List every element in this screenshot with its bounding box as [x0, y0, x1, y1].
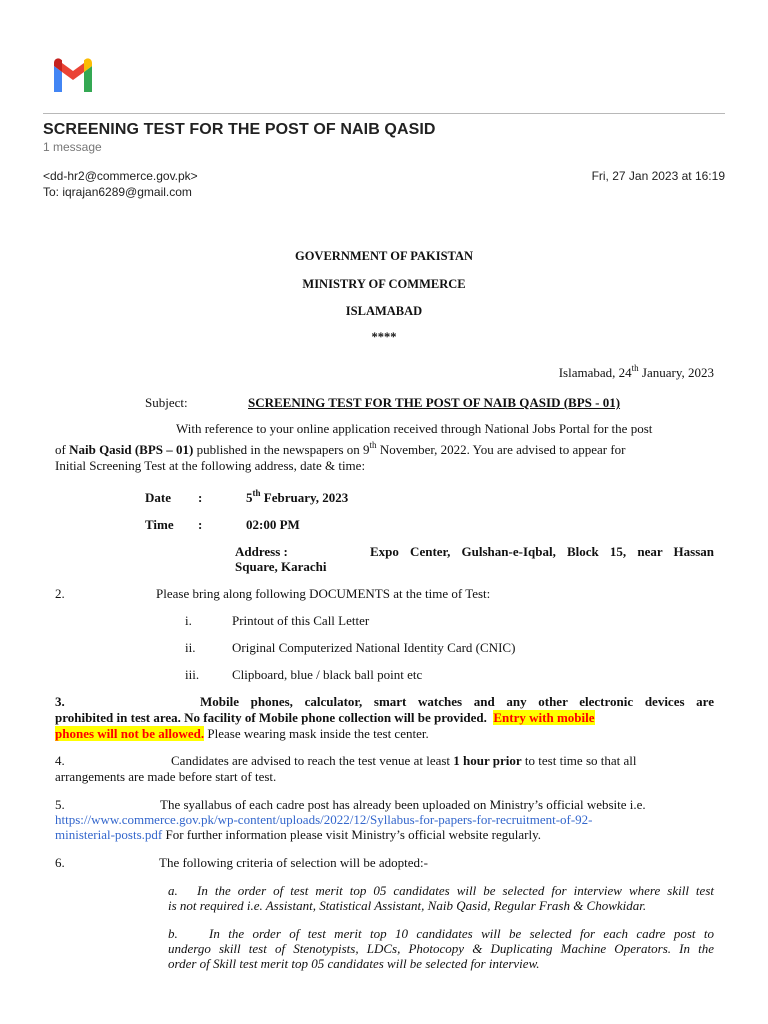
date-label: Date [145, 490, 171, 505]
p6-number: 6. [55, 855, 65, 870]
date-value-day: 5 [246, 490, 253, 505]
p6b-line3: order of Skill test merit top 05 candidates will be selected for interview. [168, 956, 540, 971]
p6a-line1: In the order of test merit top 05 candidates will be selected for interview where skill test [197, 883, 714, 898]
subject-text: SCREENING TEST FOR THE POST OF NAIB QASID (BPS - 01) [248, 395, 621, 410]
time-colon: : [198, 517, 203, 532]
intro-line1: With reference to your online application received through National Jobs Portal for the post [176, 421, 653, 436]
recipient-address: To: iqrajan6289@gmail.com [43, 185, 192, 199]
doc-item-text: Clipboard, blue / black ball point etc [232, 667, 423, 682]
p4-post: to test time so that all [521, 753, 637, 768]
p3-line2 [55, 710, 714, 726]
intro-line3: Initial Screening Test at the following address, date & time: [55, 458, 366, 473]
letter-header-stars: **** [371, 330, 397, 344]
date-value [246, 487, 349, 506]
p6a-number: a. [168, 883, 178, 898]
subject-label: Subject: [145, 395, 188, 410]
p6b-number: b. [168, 926, 178, 941]
p4-line2: arrangements are made before start of test. [55, 769, 277, 784]
address-label: Address : [235, 544, 288, 559]
message-count: 1 message [43, 140, 102, 154]
p4-number: 4. [55, 753, 65, 768]
address-value1: Expo Center, Gulshan-e-Iqbal, Block 15, near Hassan [370, 544, 714, 559]
p5-number: 5. [55, 797, 65, 812]
intro-post: Naib Qasid (BPS – 01) [69, 442, 194, 457]
p6b-line1: In the order of test merit top 10 candidates will be selected for each cadre post to [209, 926, 714, 941]
p5-end: For further information please visit Ministry’s official website regularly. [162, 827, 541, 842]
letter-date-month: January, 2023 [638, 365, 714, 380]
email-subject: SCREENING TEST FOR THE POST OF NAIB QASID [43, 121, 436, 138]
intro-sup: th [369, 439, 377, 450]
p4-bold: 1 hour prior [453, 753, 522, 768]
p4-line1 [171, 753, 637, 769]
time-value: 02:00 PM [246, 517, 300, 532]
intro-end: November, 2022. You are advised to appear for [376, 442, 626, 457]
email-date: Fri, 27 Jan 2023 at 16:19 [591, 169, 725, 183]
letter-date-text: Islamabad, 24 [558, 365, 632, 380]
p4-pre: Candidates are advised to reach the test venue at least [171, 753, 454, 768]
letter-header-government: GOVERNMENT OF PAKISTAN [294, 249, 474, 263]
doc-item-number: iii. [185, 667, 200, 682]
doc-item-text: Original Computerized National Identity Card (CNIC) [232, 640, 516, 655]
intro-of: of [55, 442, 70, 457]
time-label: Time [145, 517, 174, 532]
letter-date-sup: th [631, 362, 639, 373]
intro-line2 [55, 439, 626, 458]
address-value2: Square, Karachi [235, 559, 327, 574]
p3-line3 [55, 726, 429, 742]
doc-item-number: i. [185, 613, 192, 628]
p6b-line2: undergo skill test of Stenotypists, LDCs, Photocopy & Duplicating Machine Operators. In the [168, 941, 714, 956]
doc-item-number: ii. [185, 640, 196, 655]
doc-item-text: Printout of this Call Letter [232, 613, 370, 628]
sender-address: <dd-hr2@commerce.gov.pk> [43, 169, 198, 183]
date-value-sup: th [252, 487, 261, 498]
letter-header-city: ISLAMABAD [345, 304, 423, 318]
p6a-line2: is not required i.e. Assistant, Statistical Assistant, Naib Qasid, Regular Frash & Chowkidar. [168, 898, 647, 913]
p3-end: Please wearing mask inside the test center. [204, 726, 429, 741]
letter-date [558, 362, 714, 381]
intro-mid: published in the newspapers on 9 [193, 442, 370, 457]
date-colon: : [198, 490, 203, 505]
p5-line3 [55, 827, 541, 843]
p2-number: 2. [55, 586, 65, 601]
p6-text: The following criteria of selection will be adopted:- [159, 855, 428, 870]
p5-link-line2[interactable]: ministerial-posts.pdf [55, 827, 163, 842]
p2-text: Please bring along following DOCUMENTS at the time of Test: [156, 586, 491, 601]
p3-number: 3. [55, 694, 65, 709]
header-divider [43, 113, 725, 114]
p5-link-line1[interactable]: https://www.commerce.gov.pk/wp-content/uploads/2022/12/Syllabus-for-papers-for-recruitment-of-92- [55, 812, 593, 827]
gmail-logo-icon [51, 58, 95, 92]
p3-line1: Mobile phones, calculator, smart watches and any other electronic devices are [200, 694, 714, 709]
p5-line1: The syallabus of each cadre post has already been uploaded on Ministry’s official website i.e. [160, 797, 646, 812]
p3-highlight1: Entry with mobile [493, 710, 595, 725]
p3-highlight2: phones will not be allowed. [55, 726, 205, 741]
p3-bold-text: prohibited in test area. No facility of Mobile phone collection will be provided. [55, 710, 487, 725]
letter-header-ministry: MINISTRY OF COMMERCE [302, 277, 466, 291]
date-value-month: February, 2023 [260, 490, 349, 505]
